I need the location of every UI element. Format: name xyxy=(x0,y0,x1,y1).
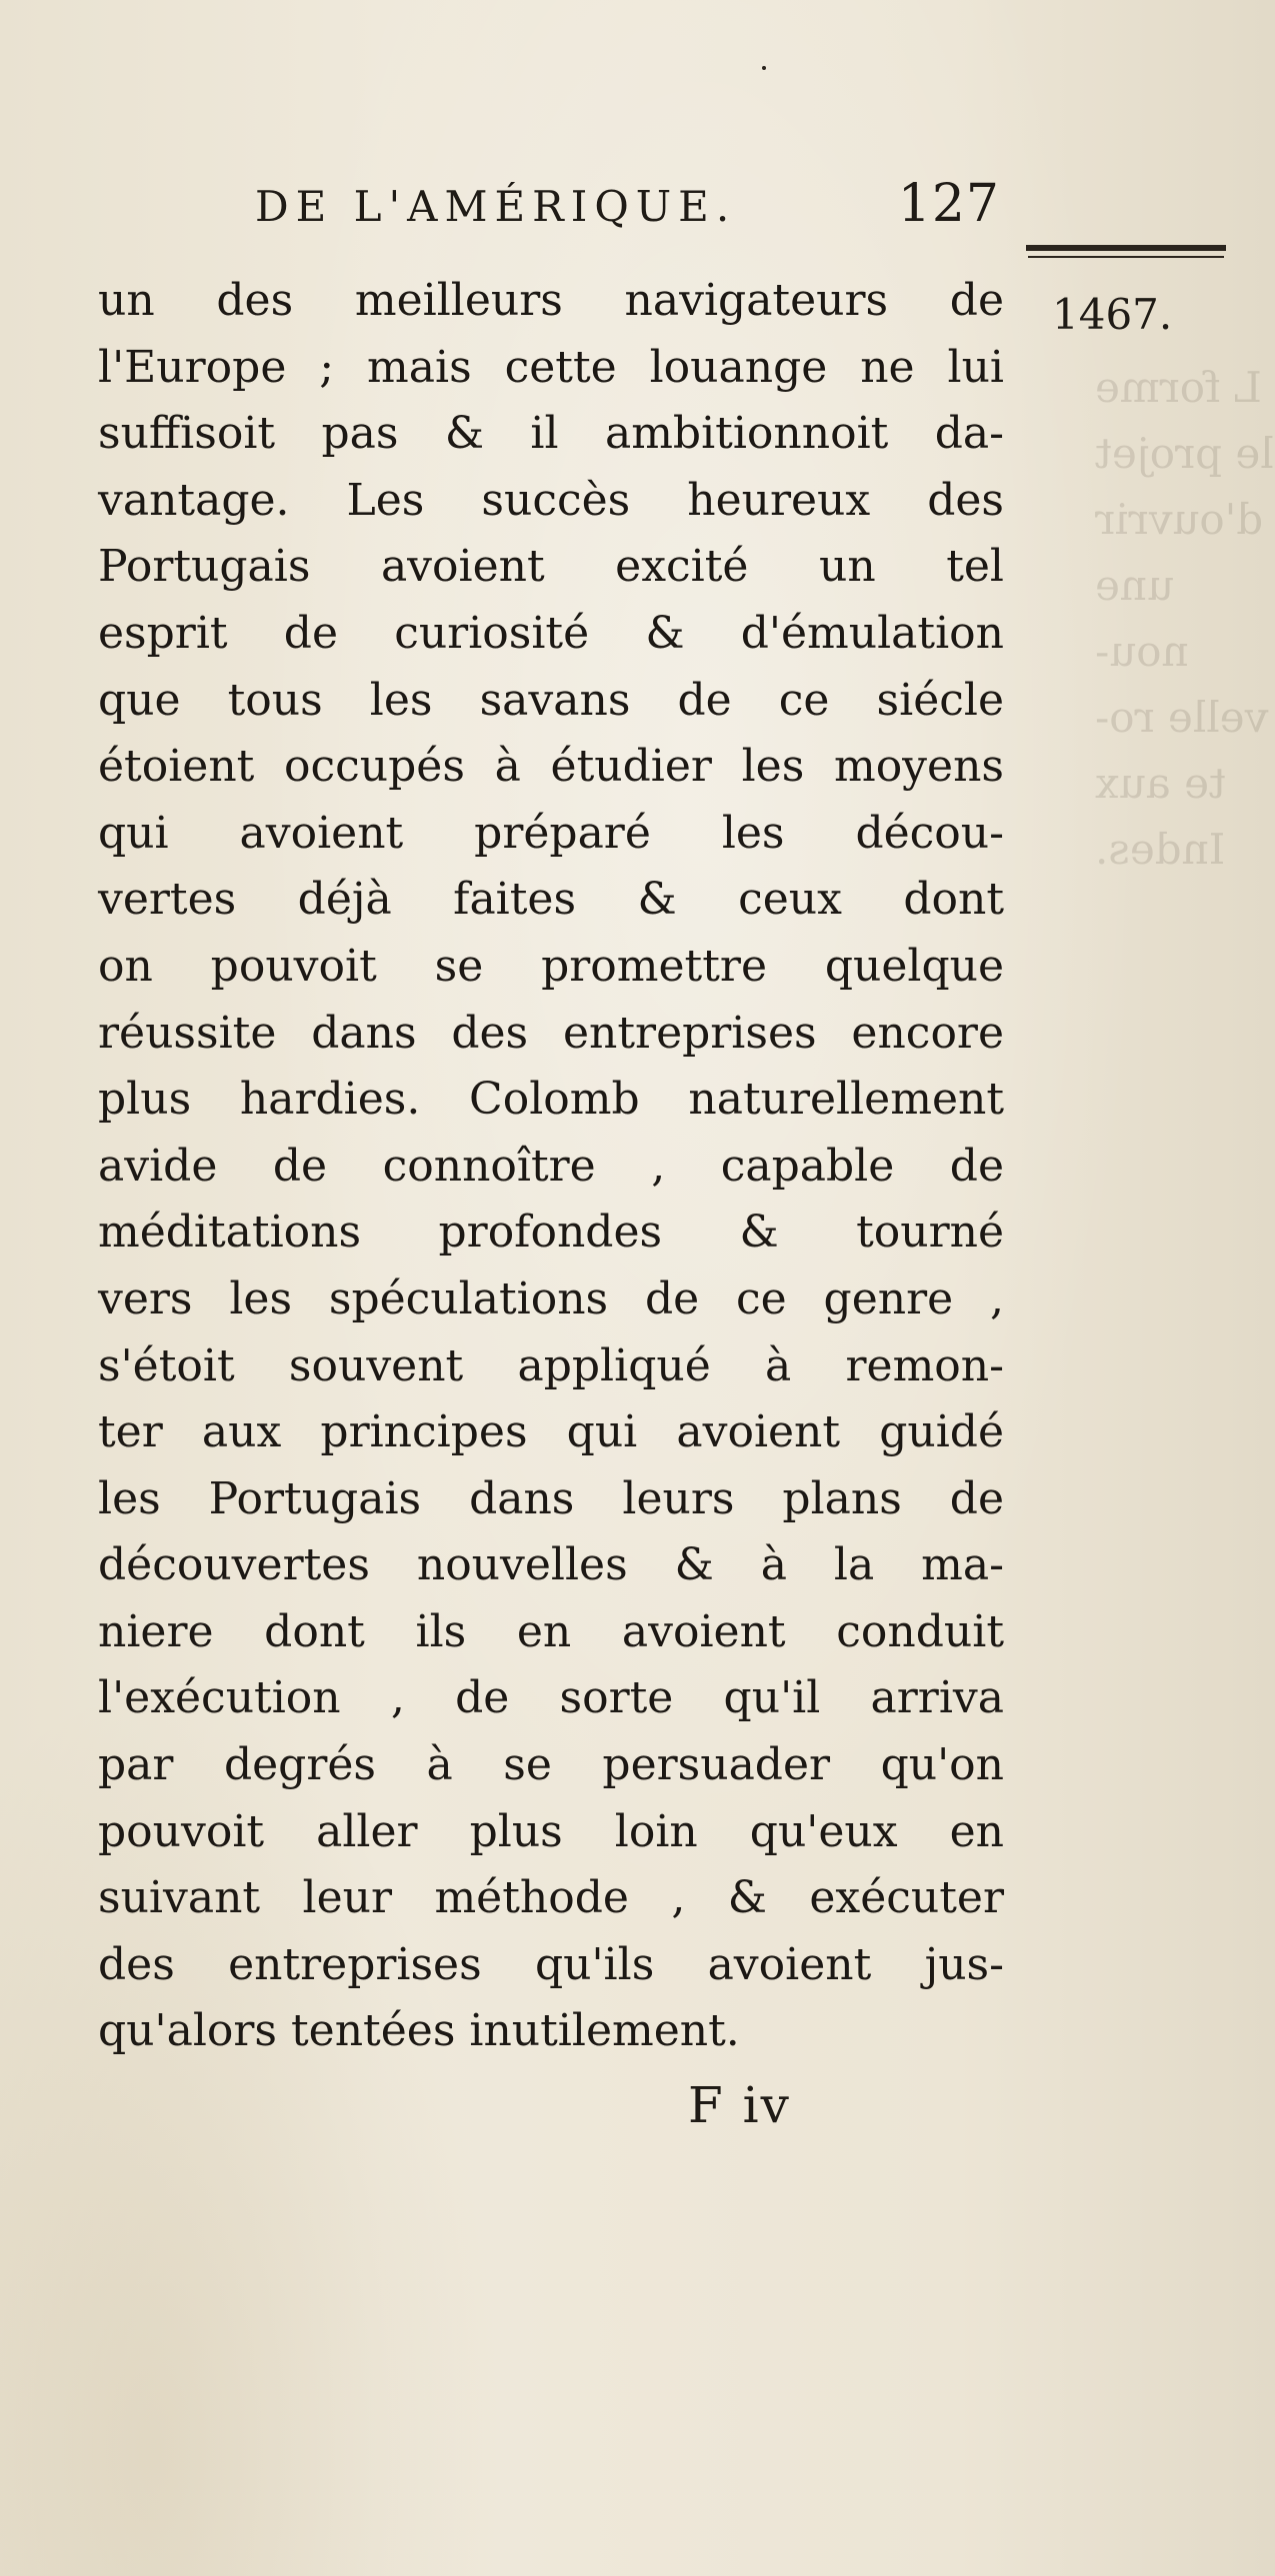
body-line: suivant leur méthode , & exécuter xyxy=(98,1872,1004,1924)
body-line: pouvoit aller plus loin qu'eux en xyxy=(98,1805,1004,1857)
body-line: Portugais avoient excité un tel xyxy=(98,541,1004,593)
signature-mark: F iv xyxy=(688,2076,791,2134)
body-line: l'Europe ; mais cette louange ne lui xyxy=(98,341,1004,393)
margin-year-note: 1467. xyxy=(1052,290,1173,339)
body-line: des entreprises qu'ils avoient jus- xyxy=(98,1938,1004,1990)
body-line: qui avoient préparé les décou- xyxy=(98,807,1004,859)
body-line: vers les spéculations de ce genre , xyxy=(98,1273,1004,1324)
header-rule xyxy=(1026,245,1226,251)
body-line: esprit de curiosité & d'émulation xyxy=(98,607,1004,659)
show-through-text: L forme le projet d'ouvrir une nou- velle ro- te aux Indes. xyxy=(1095,363,1274,874)
body-line: étoient occupés à étudier les moyens xyxy=(98,741,1004,793)
body-line: ter aux principes qui avoient guidé xyxy=(98,1406,1004,1458)
body-line: s'étoit souvent appliqué à remon- xyxy=(98,1339,1004,1391)
page-number: 127 xyxy=(897,174,1000,234)
body-line: qu'alors tentées inutilement. xyxy=(98,2005,740,2057)
body-line: suffisoit pas & il ambitionnoit da- xyxy=(98,408,1004,460)
body-line: vantage. Les succès heureux des xyxy=(98,474,1004,526)
body-line: vertes déjà faites & ceux dont xyxy=(98,874,1004,926)
body-text xyxy=(98,268,1004,2065)
running-title: DE L'AMÉRIQUE. xyxy=(255,182,737,231)
body-line: l'exécution , de sorte qu'il arriva xyxy=(98,1672,1004,1724)
body-line: un des meilleurs navigateurs de xyxy=(98,275,1004,326)
body-line: niere dont ils en avoient conduit xyxy=(98,1605,1004,1657)
running-head xyxy=(255,174,1000,242)
body-line: les Portugais dans leurs plans de xyxy=(98,1472,1004,1524)
body-line: par degrés à se persuader qu'on xyxy=(98,1739,1004,1791)
body-line: on pouvoit se promettre quelque xyxy=(98,940,1004,992)
body-line: réussite dans des entreprises encore xyxy=(98,1007,1004,1059)
body-line: avide de connoître , capable de xyxy=(98,1140,1004,1192)
body-line: plus hardies. Colomb naturellement xyxy=(98,1074,1004,1126)
paper-speck xyxy=(762,66,766,70)
body-line: que tous les savans de ce siécle xyxy=(98,674,1004,726)
body-line: découvertes nouvelles & à la ma- xyxy=(98,1539,1004,1591)
body-line: méditations profondes & tourné xyxy=(98,1207,1004,1259)
